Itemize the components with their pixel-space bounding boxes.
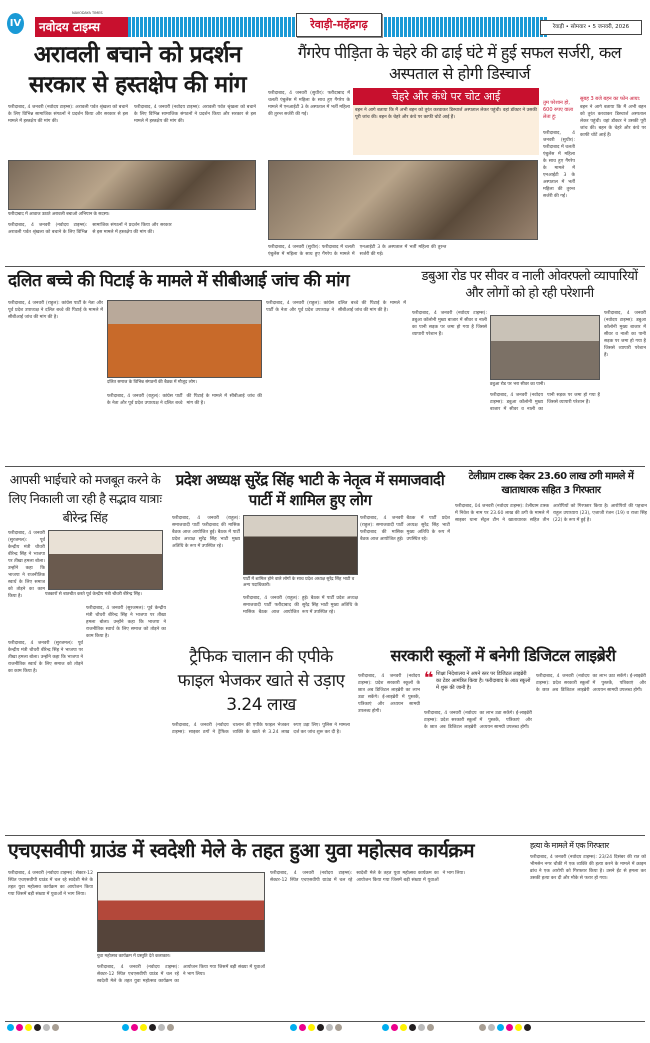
- headline-samajwadi: प्रदेश अध्यक्ष सुरेंद्र सिंह भाटी के नेतृत्व में समाजवादी पार्टी में शामिल हुए लोग: [175, 471, 445, 509]
- caption-aravali: फरीदाबाद में आवाज उठाते अरावली बचाओ अभियान के सदस्य।: [8, 212, 110, 217]
- color-bar: [7, 1024, 59, 1031]
- story-traffic-body: फरीदाबाद, 4 जनवरी (नवोदय टाइम्स): साइबर ठगों ने ट्रैफिक चालान की एपीके फाइल भेजकर व्यक्ति के खाते से 3.24 लाख रुपए उड़ा लिए। पुलिस ने मामला दर्ज कर जांच शुरू कर दी है।: [172, 723, 350, 735]
- caption-sadbhav: पत्रकारों से बातचीत करते पूर्व केन्द्रीय मंत्री चौधरी बीरेन्द्र सिंह।: [45, 592, 142, 597]
- story-library-body-3: फरीदाबाद, 4 जनवरी (नवोदय टाइम्स): प्रदेश सरकारी स्कूलों के छात्र अब डिजिटल लाइब्रेरी का लाभ उठा सकेंगे। ई-लाइब्रेरी में पुस्तकें, पत्रिकाएं और अध्ययन सामग्री उपलब्ध होगी।: [536, 674, 646, 693]
- story-samajwadi-body-3: फरीदाबाद, 4 जनवरी (राहुल): समाजवादी पार्टी फरीदाबाद की मासिक बैठक आज आयोजित हुई। बैठक में पार्टी प्रदेश अध्यक्ष सुरेंद्र सिंह भाटी मुख्य अतिथि के रूप में उपस्थित रहे।: [243, 596, 358, 615]
- dateline: रेवाड़ी • सोमवार • 5 जनवरी, 2026: [540, 20, 642, 35]
- headline-mela: एचएसवीपी ग्राउंड में स्वदेशी मेले के तहत हुआ युवा महोत्सव कार्यक्रम: [8, 839, 475, 862]
- story-mela-body-3: फरीदाबाद, 4 जनवरी (नवोदय टाइम्स): सेक्टर-12 स्थित एचएसवीपी ग्राउंड में चल रहे स्वदेशी मेले के तहत युवा महोत्सव कार्यक्रम का आयोजन किया गया जिसमें बड़ी संख्या में युवाओं ने भाग लिया।: [270, 871, 466, 883]
- story-dalit-body: फरीदाबाद, 4 जनवरी (राहुल): कांग्रेस पार्टी के नेता और पूर्व प्रदेश उपाध्यक्ष ने दलित बच्चे की पिटाई के मामले में सीबीआई जांच की मांग की है।: [8, 301, 103, 320]
- story-gangrape-body-2: फरीदाबाद, 4 जनवरी (सुधीर): फरीदाबाद में चलती एंबुलेंस में महिला के साथ हुए गैंगरेप के मामले में एनआईटी 3 के अस्पताल में भर्ती महिला की तुरन्त सर्जरी की गई।: [268, 245, 447, 257]
- story-murder-body: फरीदाबाद, 4 जनवरी (नवोदय टाइम्स): 23/24 दिसंबर की रात को भीमसेन नगर चौकी में एक व्यक्ति की हत्या करने के मामले में क्राइम ब्रांच ने एक आरोपी को गिरफ्तार किया है। उसने ईंट से हमला कर उसकी हत्या कर दी और मौके से फरार हो गया।: [530, 855, 646, 881]
- story-telegram-body: फरीदाबाद, 04 जनवरी (नवोदय टाइम्स): टेलीग्राम टास्क में निवेश के नाम पर 23.60 लाख की ठगी के मामले में साइबर थाना सेंट्रल टीम ने खाताधारक सहित तीन आरोपियों को गिरफ्तार किया है। आरोपियों की पहचान राहुल उपाध्याय (23), एजाजी रंजन (19) व राजा सिंह (22) के रूप में हुई है।: [455, 504, 647, 523]
- headline-library: सरकारी स्कूलों में बनेगी डिजिटल लाइब्रेरी: [390, 646, 616, 665]
- color-bar: [479, 1024, 531, 1031]
- divider: [5, 266, 645, 267]
- story-sewer-body: फरीदाबाद, 4 जनवरी (नवोदय टाइम्स): डबुआ कॉलोनी मुख्य बाजार में सीवर व नाली का पानी सड़क पर जमा हो गया है जिससे व्यापारी परेशान हैं।: [412, 311, 487, 337]
- masthead: [0, 10, 650, 40]
- color-bar: [382, 1024, 434, 1031]
- photo-samajwadi: [243, 515, 358, 575]
- photo-dalit: [107, 300, 262, 378]
- quote-icon: ❝: [424, 668, 434, 687]
- bottom-rule: [5, 1021, 645, 1022]
- photo-gangrape: [268, 160, 538, 240]
- brand-name: नवोदय टाइम्स: [35, 17, 128, 37]
- story-gangrape-col: फरीदाबाद, 4 जनवरी (सुधीर): फरीदाबाद में चलती एंबुलेंस में महिला के साथ हुए गैंगरेप के मामले में एनआईटी 3 के अस्पताल में भर्ती महिला की तुरन्त सर्जरी की गई।: [543, 131, 575, 199]
- headline-sewer: डबुआ रोड पर सीवर व नाली ओवरफ्लो व्यापारियों और लोगों को हो रही परेशानी: [421, 269, 638, 301]
- story-samajwadi-body-2: फरीदाबाद, 4 जनवरी (राहुल): समाजवादी पार्टी फरीदाबाद की मासिक बैठक आज आयोजित हुई। बैठक में पार्टी प्रदेश अध्यक्ष सुरेंद्र सिंह भाटी मुख्य अतिथि के रूप में उपस्थित रहे।: [360, 516, 450, 542]
- story-aravali-body-2: फरीदाबाद, 4 जनवरी (नवोदय टाइम्स): अरावली पर्वत श्रृंखला को बचाने के लिए विभिन्न सामाजिक संगठनों ने प्रदर्शन किया और सरकार से इस मामले में हस्तक्षेप की मांग की।: [134, 105, 256, 124]
- headline-aravali: अरावली बचाने को प्रदर्शन सरकार से हस्तक्षेप की मांग: [28, 42, 247, 98]
- headline-murder: हत्या के मामले में एक गिरफ्तार: [530, 841, 609, 850]
- story-sadbhav-body-3: फरीदाबाद, 4 जनवरी (सुरजमल): पूर्व केन्द्रीय मंत्री चौधरी बीरेन्द्र सिंह ने भाजपा पर तीखा हमला बोला। उन्होंने कहा कि भाजपा ने राजनीतिक स्वार्थ के लिए समाज को तोड़ने का काम किया है।: [86, 606, 166, 639]
- photo-sadbhav: [48, 530, 163, 590]
- color-bar: [290, 1024, 342, 1031]
- story-sewer-body-3: फरीदाबाद, 4 जनवरी (नवोदय टाइम्स): डबुआ कॉलोनी मुख्य बाजार में सीवर व नाली का पानी सड़क पर जमा हो गया है जिससे व्यापारी परेशान हैं।: [490, 393, 600, 412]
- registration-marks: [0, 1024, 650, 1034]
- story-dalit-body-2: फरीदाबाद, 4 जनवरी (राहुल): कांग्रेस पार्टी के नेता और पूर्व प्रदेश उपाध्यक्ष ने दलित बच्चे की पिटाई के मामले में सीबीआई जांच की मांग की है।: [107, 394, 262, 406]
- caption-samajwadi: पार्टी में शामिल होने वाले लोगों के साथ प्रदेश अध्यक्ष सुरेंद्र सिंह भाटी व अन्य पदाधिकारी।: [243, 577, 355, 588]
- story-dalit-body-3: फरीदाबाद, 4 जनवरी (राहुल): कांग्रेस पार्टी के नेता और पूर्व प्रदेश उपाध्यक्ष ने दलित बच्चे की पिटाई के मामले में सीबीआई जांच की मांग की है।: [266, 301, 406, 313]
- headline-dalit: दलित बच्चे की पिटाई के मामले में सीबीआई जांच की मांग: [8, 271, 350, 291]
- divider: [5, 835, 645, 836]
- headline-sadbhav: आपसी भाईचारे को मजबूत करने के लिए निकाली जा रही है सद्भाव यात्राः बीरेन्द्र सिंह: [8, 472, 162, 525]
- photo-sewer: [490, 315, 600, 380]
- photo-aravali: [8, 160, 256, 210]
- caption-sewer: डबुआ रोड पर भरा सीवर का पानी।: [490, 382, 546, 387]
- color-bar: [122, 1024, 174, 1031]
- story-samajwadi-body: फरीदाबाद, 4 जनवरी (राहुल): समाजवादी पार्टी फरीदाबाद की मासिक बैठक आज आयोजित हुई। बैठक में पार्टी प्रदेश अध्यक्ष सुरेंद्र सिंह भाटी मुख्य अतिथि के रूप में उपस्थित रहे।: [172, 516, 240, 549]
- story-sadbhav-body: फरीदाबाद, 4 जनवरी (सुरजमल): पूर्व केन्द्रीय मंत्री चौधरी बीरेन्द्र सिंह ने भाजपा पर तीखा हमला बोला। उन्होंने कहा कि भाजपा ने राजनीतिक स्वार्थ के लिए समाज को तोड़ने का काम किया है।: [8, 531, 45, 599]
- story-gangrape-body: फरीदाबाद, 4 जनवरी (सुधीर): फरीदाबाद में चलती एंबुलेंस में महिला के साथ हुए गैंगरेप के मामले में एनआईटी 3 के अस्पताल में भर्ती महिला की तुरन्त सर्जरी की गई।: [268, 91, 350, 117]
- story-library-body-2: फरीदाबाद, 4 जनवरी (नवोदय टाइम्स): प्रदेश सरकारी स्कूलों के छात्र अब डिजिटल लाइब्रेरी का लाभ उठा सकेंगे। ई-लाइब्रेरी में पुस्तकें, पत्रिकाएं और अध्ययन सामग्री उपलब्ध होगी।: [424, 711, 532, 730]
- logo-icon: IV: [7, 13, 24, 34]
- story-sewer-body-2: फरीदाबाद, 4 जनवरी (नवोदय टाइम्स): डबुआ कॉलोनी मुख्य बाजार में सीवर व नाली का पानी सड़क पर जमा हो गया है जिससे व्यापारी परेशान हैं।: [604, 311, 646, 358]
- library-quote: शिक्षा निदेशालय ने अपने स्तर पर डिजिटल लाइब्रेरी का टेंडर आमंत्रित किया है। फरीदाबाद के आठ स्कूलों में शुरू की जानी है।: [436, 671, 531, 691]
- story-gangrape-col-2: बहन ने आगे बताया कि मैं अभी बहन को तुरंत करवाकर डिस्चार्ज अस्पताल लेकर पहुंची। वहां डॉक्टर ने उसकी पूरी जांच की। बहन के चेहरे और कंधे पर काफी चोटें आई हैं।: [580, 105, 646, 138]
- brand-tagline: NAVODAYA TIMES: [72, 11, 103, 15]
- story-aravali-body: फरीदाबाद, 4 जनवरी (नवोदय टाइम्स): अरावली पर्वत श्रृंखला को बचाने के लिए विभिन्न सामाजिक संगठनों ने प्रदर्शन किया और सरकार से इस मामले में हस्तक्षेप की मांग की।: [8, 105, 128, 124]
- side-note: तुम परेशान हो, 600 रुपए वाला लेता हूं:: [543, 100, 574, 120]
- highlight-box-body: बहन ने आगे बताया कि मैं अभी बहन को तुरंत करवाकर डिस्चार्ज अस्पताल लेकर पहुंची। वहां डॉक्टर ने उसकी पूरी जांच की। बहन के चेहरे और कंधे पर काफी चोटें आई हैं।: [353, 105, 539, 155]
- highlight-box-title: चेहरे और कंधे पर चोट आई: [353, 88, 539, 105]
- story-mela-body-2: फरीदाबाद, 4 जनवरी (नवोदय टाइम्स): सेक्टर-12 स्थित एचएसवीपी ग्राउंड में चल रहे स्वदेशी मेले के तहत युवा महोत्सव कार्यक्रम का आयोजन किया गया जिसमें बड़ी संख्या में युवाओं ने भाग लिया।: [97, 965, 265, 984]
- story-mela-body: फरीदाबाद, 4 जनवरी (नवोदय टाइम्स): सेक्टर-12 स्थित एचएसवीपी ग्राउंड में चल रहे स्वदेशी मेले के तहत युवा महोत्सव कार्यक्रम का आयोजन किया गया जिसमें बड़ी संख्या में युवाओं ने भाग लिया।: [8, 871, 93, 897]
- edition-tab: रेवाड़ी-महेंद्रगढ़: [296, 13, 382, 37]
- divider: [5, 466, 645, 467]
- story-sadbhav-body-2: फरीदाबाद, 4 जनवरी (सुरजमल): पूर्व केन्द्रीय मंत्री चौधरी बीरेन्द्र सिंह ने भाजपा पर तीखा हमला बोला। उन्होंने कहा कि भाजपा ने राजनीतिक स्वार्थ के लिए समाज को तोड़ने का काम किया है।: [8, 641, 83, 674]
- headline-traffic: ट्रैफिक चालान की एपीके फाइल भेजकर खाते से उड़ाए 3.24 लाख: [177, 647, 345, 715]
- caption-mela: युवा महोत्सव कार्यक्रम में प्रस्तुति देते कलाकार।: [97, 954, 171, 959]
- headline-gangrape: गैंगरेप पीड़िता के चेहरे की ढाई घंटे में हुई सफल सर्जरी, कल अस्पताल से होगी डिस्चार्ज: [297, 43, 622, 83]
- story-aravali-body-3: फरीदाबाद, 4 जनवरी (नवोदय टाइम्स): अरावली पर्वत श्रृंखला को बचाने के लिए विभिन्न सामाजिक संगठनों ने प्रदर्शन किया और सरकार से इस मामले में हस्तक्षेप की मांग की।: [8, 223, 172, 235]
- headline-telegram: टेलीग्राम टास्क देकर 23.60 लाख ठगी मामले में खाताधारक सहित 3 गिरफ्तार: [468, 471, 634, 496]
- story-library-body: फरीदाबाद, 4 जनवरी (नवोदय टाइम्स): प्रदेश सरकारी स्कूलों के छात्र अब डिजिटल लाइब्रेरी का लाभ उठा सकेंगे। ई-लाइब्रेरी में पुस्तकें, पत्रिकाएं और अध्ययन सामग्री उपलब्ध होगी।: [358, 674, 420, 714]
- side-heading: सुबह 3 बजे बहन का फोन आया:: [580, 96, 641, 102]
- photo-mela: [97, 872, 265, 952]
- caption-dalit: दलित समाज के विभिन्न संगठनों की बैठक में मौजूद लोग।: [107, 380, 197, 385]
